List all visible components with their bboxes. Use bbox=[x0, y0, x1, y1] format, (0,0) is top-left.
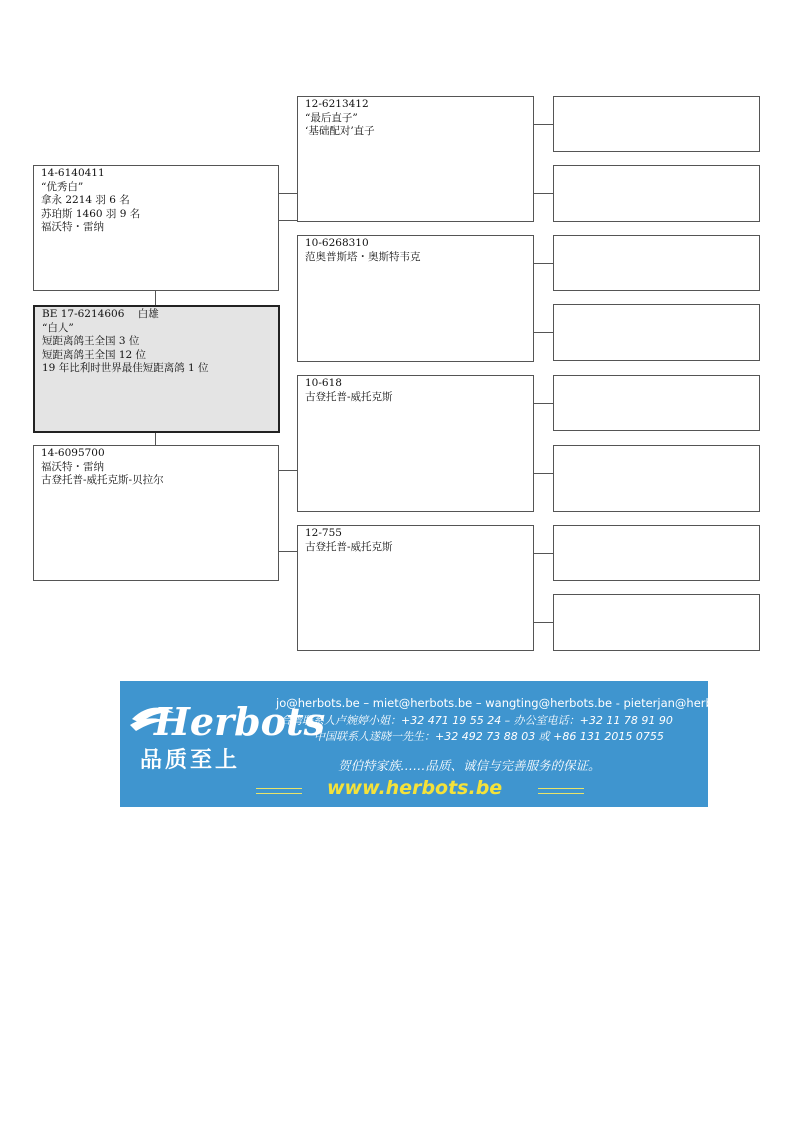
sire-result-2: 苏珀斯 1460 羽 9 名 bbox=[41, 207, 141, 220]
ancestor-card-empty bbox=[553, 375, 760, 431]
sire-sire-note: ‘基础配对’直子 bbox=[305, 125, 375, 137]
sire-result-1: 拿永 2214 羽 6 名 bbox=[41, 194, 130, 206]
decorative-dash bbox=[256, 788, 302, 794]
dam-breeder: 福沃特・雷纳 bbox=[41, 460, 104, 473]
connector bbox=[534, 124, 553, 125]
connector bbox=[534, 622, 553, 623]
dam-dam-breeder: 古登托普-威托克斯 bbox=[305, 540, 393, 553]
ancestor-card-empty bbox=[553, 304, 760, 361]
sire-dam-card bbox=[297, 235, 534, 362]
ancestor-card-empty bbox=[553, 594, 760, 651]
herbots-banner bbox=[120, 681, 749, 807]
website-link[interactable]: www.herbots.be bbox=[327, 777, 503, 799]
sire-ring: 14-6140411 bbox=[41, 167, 105, 179]
ancestor-card-empty bbox=[553, 445, 760, 512]
ancestor-card-empty bbox=[553, 525, 760, 581]
sire-sire-ring: 12-6213412 bbox=[305, 98, 369, 110]
subject-result-2: 短距离鸽王全国 12 位 bbox=[42, 348, 147, 361]
decorative-dash bbox=[538, 788, 584, 794]
dam-origin: 古登托普-威托克斯-贝拉尔 bbox=[41, 474, 164, 486]
connector bbox=[534, 193, 553, 194]
contact-phone-taiwan: 台湾联系人卢婉婷小姐：+32 471 19 55 24 – 办公室电话：+32 11 78 91 90 bbox=[280, 714, 673, 727]
sire-dam-breeder: 范奥普斯塔・奥斯特韦克 bbox=[305, 250, 421, 263]
connector bbox=[534, 403, 553, 404]
sire-sire-card bbox=[297, 96, 534, 222]
subject-result-3: 19 年比利时世界最佳短距离鸽 1 位 bbox=[42, 362, 209, 374]
ancestor-card-empty bbox=[553, 235, 760, 291]
connector bbox=[155, 291, 156, 305]
connector bbox=[279, 551, 297, 552]
connector bbox=[279, 193, 297, 194]
dam-sire-card bbox=[297, 375, 534, 512]
dam-dam-card bbox=[297, 525, 534, 651]
ancestor-card-empty bbox=[553, 96, 760, 152]
dam-sire-breeder: 古登托普-威托克斯 bbox=[305, 390, 393, 403]
sire-breeder: 福沃特・雷纳 bbox=[41, 221, 104, 233]
dam-sire-ring: 10-618 bbox=[305, 377, 342, 389]
connector bbox=[534, 332, 553, 333]
subject-card bbox=[33, 305, 280, 433]
herbots-logo bbox=[128, 689, 325, 749]
connector bbox=[534, 263, 553, 264]
ancestor-card-empty bbox=[553, 165, 760, 222]
dam-ring: 14-6095700 bbox=[41, 447, 105, 459]
subject-name: “白人” bbox=[42, 321, 74, 334]
contact-phone-china: 中国联系人遂晓一先生：+32 492 73 88 03 或 +86 131 2015 0755 bbox=[314, 730, 664, 743]
connector bbox=[279, 220, 297, 221]
logo-text: Herbots bbox=[154, 699, 325, 744]
connector bbox=[534, 553, 553, 554]
dam-card bbox=[33, 445, 279, 581]
contact-emails[interactable]: jo@herbots.be – miet@herbots.be – wangting@herbots.be - pieterjan@herbots.be bbox=[276, 696, 749, 710]
sire-name: “优秀白” bbox=[41, 180, 84, 193]
subject-result-1: 短距离鸽王全国 3 位 bbox=[42, 335, 140, 347]
dam-dam-ring: 12-755 bbox=[305, 527, 342, 539]
sire-card bbox=[33, 165, 279, 291]
connector bbox=[534, 473, 553, 474]
sire-sire-name: “最后直子” bbox=[305, 111, 358, 124]
connector bbox=[279, 470, 297, 471]
connector bbox=[155, 433, 156, 445]
sire-dam-ring: 10-6268310 bbox=[305, 237, 369, 249]
slogan: 品质至上 bbox=[140, 748, 241, 773]
subject-ring: BE 17-6214606 白雄 bbox=[42, 308, 159, 320]
tagline: 贺伯特家族……品质、诚信与完善服务的保证。 bbox=[338, 758, 601, 773]
